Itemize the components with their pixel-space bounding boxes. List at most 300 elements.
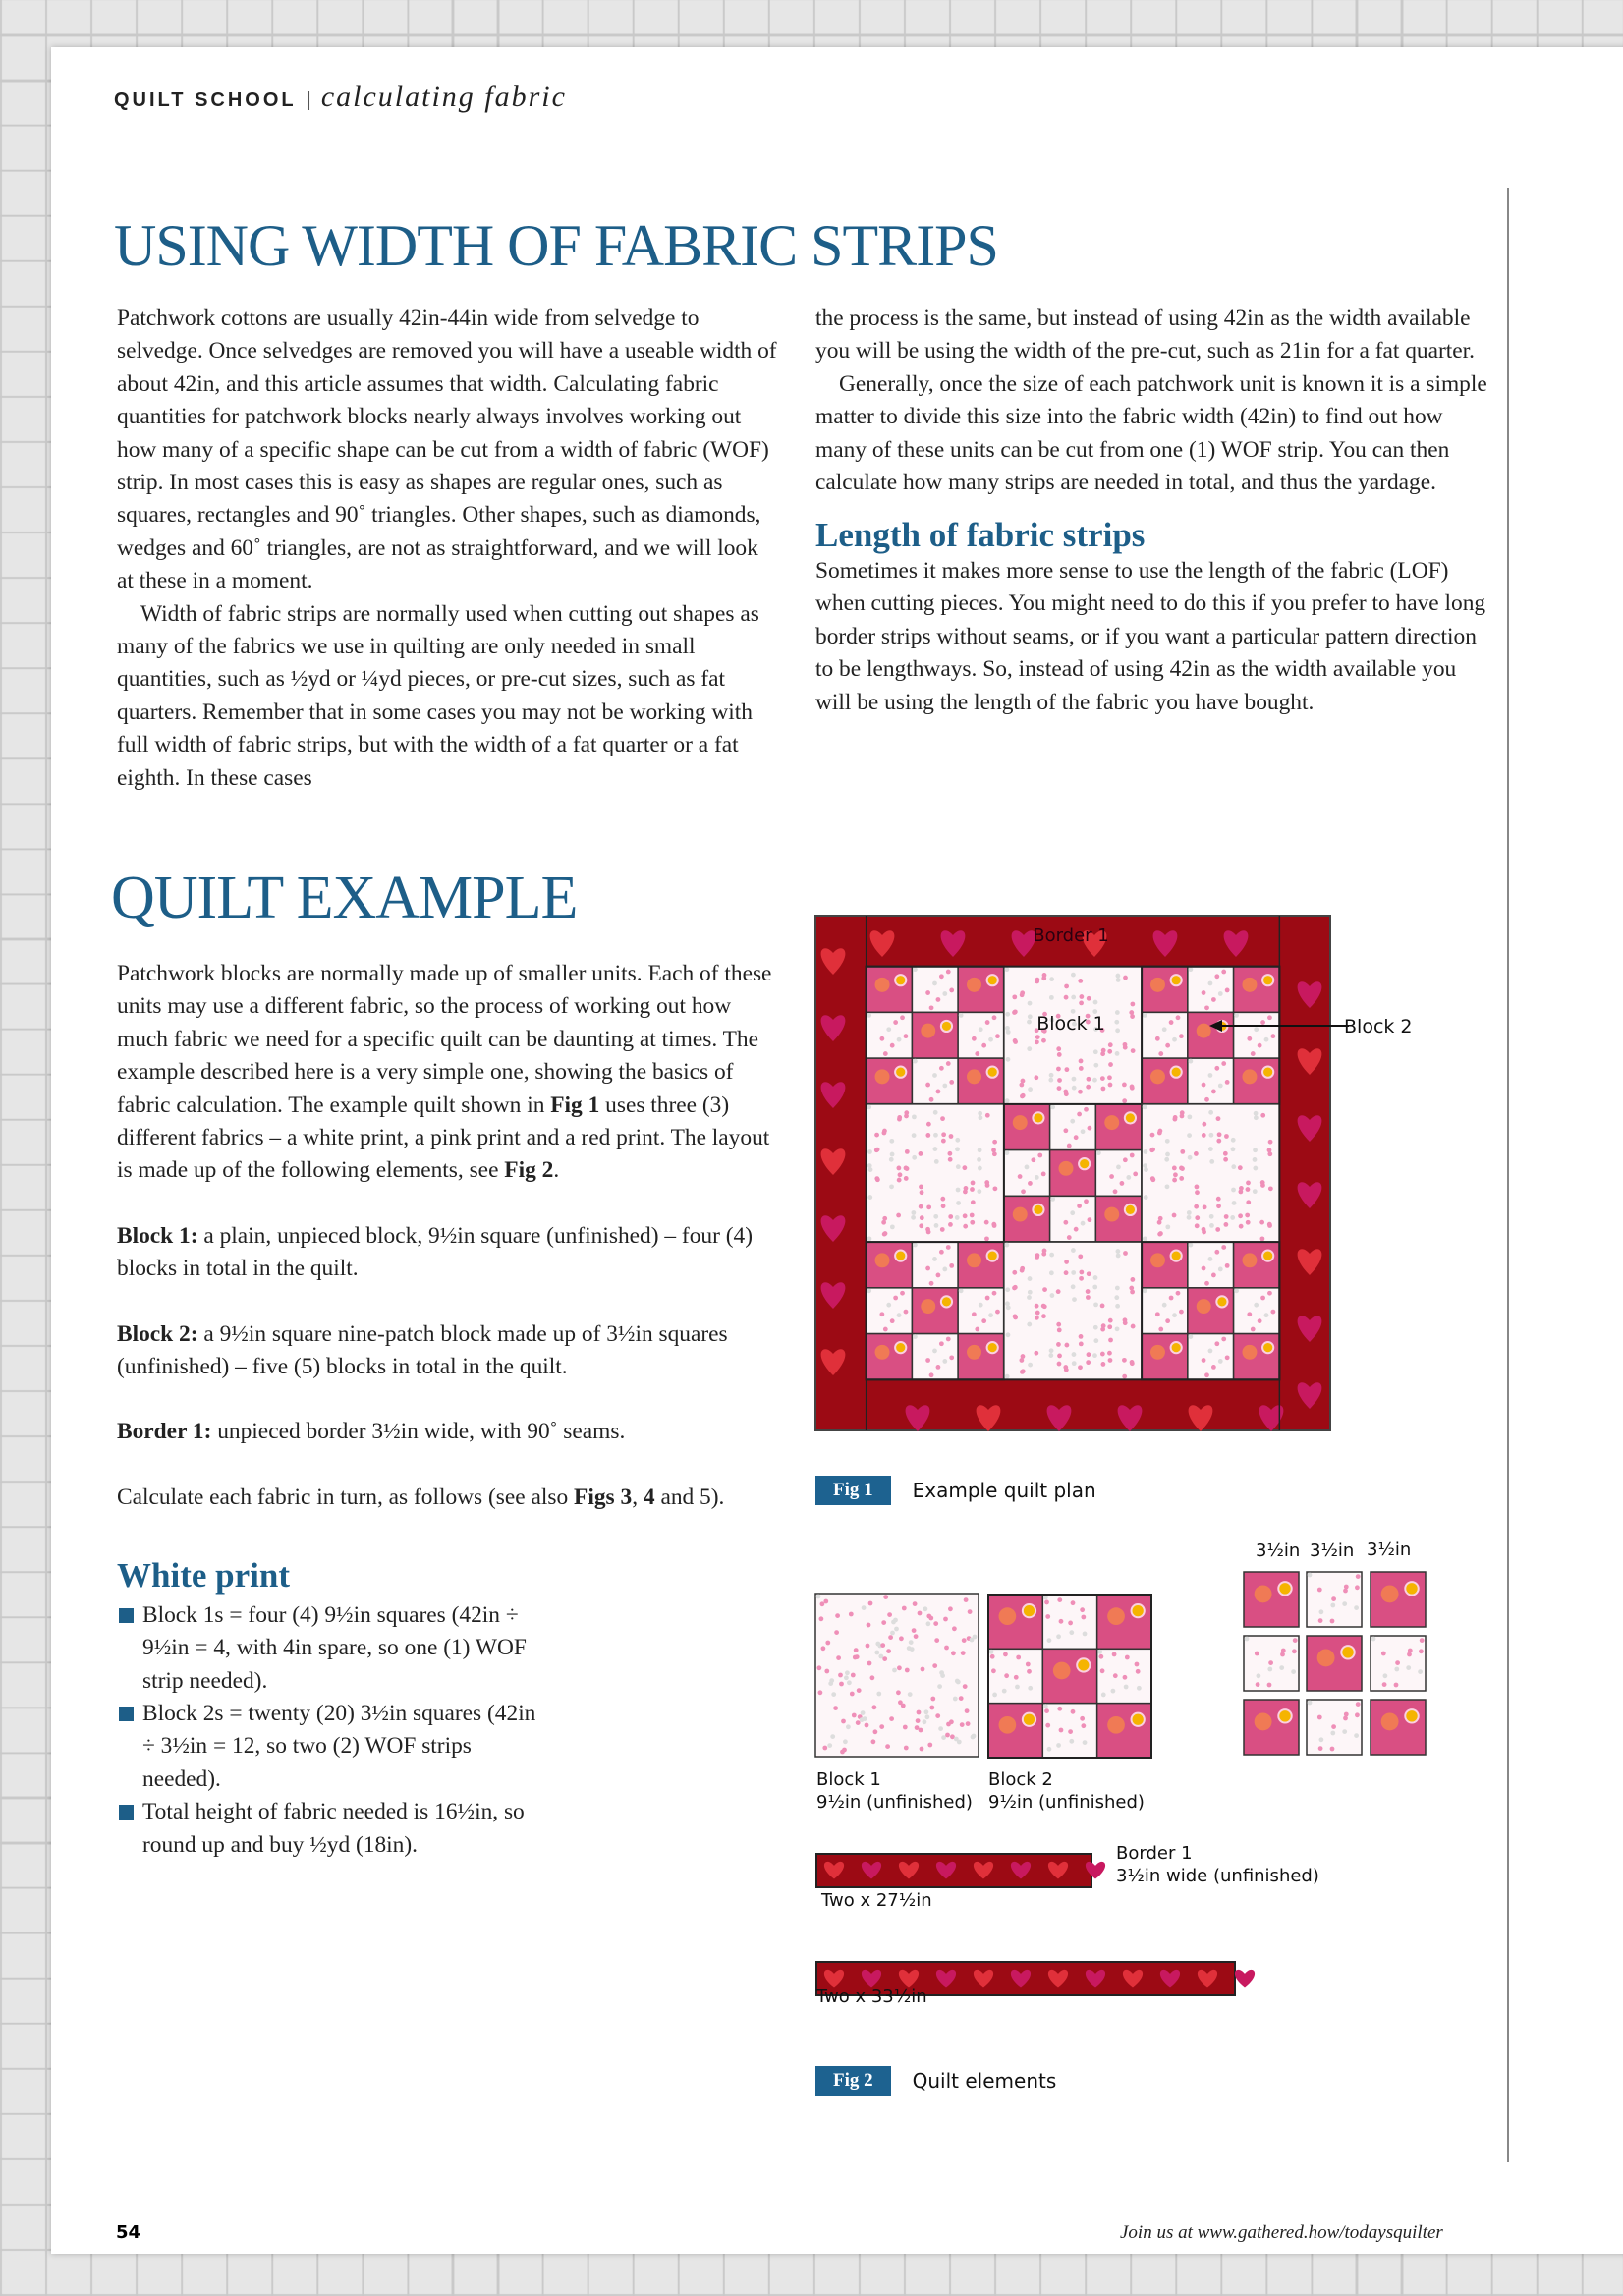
print-dot — [1035, 1175, 1039, 1180]
print-dot — [1041, 1171, 1046, 1176]
print-dot — [874, 1133, 879, 1138]
print-dot — [1211, 1090, 1216, 1094]
print-dot — [1258, 1318, 1262, 1323]
flower-icon — [1023, 1604, 1035, 1617]
print-dot — [1050, 1293, 1055, 1298]
print-dot — [846, 1724, 851, 1729]
print-dot — [1072, 1361, 1077, 1366]
print-dot — [1031, 1157, 1035, 1162]
fig-ref: 4 — [643, 1484, 655, 1510]
print-dot — [896, 1690, 901, 1695]
pink-print-square — [1142, 1242, 1188, 1288]
print-dot — [1083, 1632, 1088, 1637]
print-dot — [883, 1595, 888, 1599]
print-dot — [919, 1223, 923, 1228]
flower-icon — [895, 1251, 906, 1261]
print-dot — [988, 1313, 993, 1317]
print-dot — [1176, 1291, 1181, 1296]
flower-icon — [1381, 1585, 1399, 1602]
text: . — [553, 1157, 560, 1184]
print-dot — [984, 1220, 989, 1225]
print-dot — [949, 1263, 954, 1268]
print-dot — [1057, 1354, 1062, 1359]
print-dot — [1034, 1075, 1038, 1080]
print-dot — [1063, 1220, 1068, 1225]
list-item: Block 1s = four (4) 9½in squares (42in ÷ 9½in = 4, with 4in spare, so one (1) WOF strip needed). — [117, 1599, 549, 1698]
print-dot — [1344, 1585, 1349, 1590]
print-dot — [1122, 1358, 1127, 1363]
print-dot — [1253, 1157, 1258, 1162]
white-print-square — [867, 1104, 1004, 1242]
print-dot — [1042, 1249, 1047, 1254]
print-dot — [1256, 1682, 1260, 1687]
print-dot — [1005, 1287, 1010, 1292]
print-dot — [992, 1693, 997, 1698]
quilt-plan-figure — [813, 914, 1442, 1434]
print-dot — [1004, 1150, 1009, 1155]
print-dot — [1122, 1374, 1127, 1379]
print-dot — [1068, 1729, 1073, 1734]
print-dot — [891, 1620, 896, 1625]
print-dot — [936, 997, 941, 1002]
print-dot — [1188, 967, 1193, 972]
print-dot — [1179, 1310, 1184, 1315]
print-dot — [1035, 1039, 1039, 1044]
print-dot — [1267, 1667, 1272, 1672]
print-dot — [1260, 1113, 1265, 1118]
print-dot — [875, 1177, 880, 1182]
print-dot — [1308, 1573, 1313, 1578]
print-dot — [1158, 1051, 1163, 1056]
print-dot — [1246, 1187, 1251, 1192]
page-number: 54 — [116, 2222, 141, 2243]
border-label: Border 1 — [1033, 925, 1109, 946]
print-dot — [965, 1708, 970, 1713]
print-dot — [1080, 1716, 1085, 1721]
print-dot — [1419, 1649, 1424, 1653]
print-dot — [1247, 1312, 1252, 1316]
print-dot — [1209, 1223, 1214, 1228]
left-column-top — [117, 303, 777, 795]
print-dot — [903, 1725, 908, 1730]
print-dot — [1069, 1739, 1074, 1744]
print-dot — [968, 1609, 973, 1614]
flower-icon — [1033, 1112, 1043, 1123]
print-dot — [1081, 1221, 1086, 1226]
block1-paragraph — [117, 1220, 785, 1286]
print-dot — [959, 1288, 964, 1293]
pink-print-square — [1234, 1334, 1280, 1380]
print-dot — [904, 1034, 909, 1038]
flower-icon — [967, 978, 981, 992]
print-dot — [1035, 1304, 1039, 1309]
print-dot — [889, 1139, 894, 1144]
print-dot — [1041, 1314, 1046, 1318]
print-dot — [1115, 1304, 1120, 1309]
print-dot — [1204, 1372, 1209, 1377]
print-dot — [1279, 1665, 1284, 1670]
print-dot — [1027, 1020, 1032, 1025]
print-dot — [978, 1166, 982, 1171]
print-dot — [959, 1696, 964, 1701]
print-dot — [1268, 1140, 1273, 1145]
print-dot — [1208, 1257, 1213, 1261]
print-dot — [852, 1713, 857, 1718]
print-dot — [1270, 1034, 1275, 1038]
print-dot — [1084, 1107, 1089, 1112]
section-topic: calculating fabric — [320, 81, 567, 113]
print-dot — [897, 1313, 902, 1317]
print-dot — [942, 1267, 947, 1272]
print-dot — [1049, 1253, 1054, 1258]
print-dot — [1015, 1685, 1020, 1690]
print-dot — [867, 1163, 872, 1168]
print-dot — [1221, 1337, 1226, 1342]
print-dot — [1245, 1213, 1250, 1218]
print-dot — [1092, 1285, 1097, 1290]
print-dot — [1042, 973, 1047, 978]
print-dot — [878, 1654, 883, 1659]
print-dot — [925, 1714, 930, 1719]
print-dot — [1101, 1693, 1106, 1698]
print-dot — [1308, 1701, 1313, 1706]
print-dot — [1120, 1181, 1125, 1186]
print-dot — [1093, 1302, 1098, 1307]
pink-print-square — [1004, 1104, 1050, 1150]
print-dot — [912, 1628, 917, 1633]
flower-icon — [875, 1345, 890, 1360]
flower-icon — [1077, 1658, 1090, 1671]
print-dot — [856, 1720, 861, 1725]
print-dot — [1187, 1114, 1192, 1119]
pink-print-square — [1095, 1104, 1142, 1150]
print-dot — [1072, 1077, 1077, 1082]
fig-ref: Fig 1 — [550, 1092, 600, 1118]
print-dot — [1005, 1012, 1010, 1017]
flower-icon — [1150, 1253, 1165, 1267]
print-dot — [1047, 1747, 1052, 1752]
print-dot — [1079, 1334, 1084, 1339]
print-dot — [1071, 1600, 1076, 1605]
print-dot — [942, 991, 947, 996]
flower-icon — [941, 1296, 952, 1307]
print-dot — [1027, 1046, 1032, 1051]
print-dot — [1079, 1059, 1084, 1064]
pink-print-square — [867, 967, 913, 1013]
print-dot — [1260, 1183, 1265, 1188]
print-dot — [948, 1157, 953, 1162]
print-dot — [883, 1231, 888, 1236]
print-dot — [890, 1152, 895, 1157]
print-dot — [896, 1166, 901, 1171]
print-dot — [1418, 1669, 1423, 1674]
print-dot — [1057, 1597, 1062, 1602]
print-dot — [1093, 1049, 1098, 1054]
print-dot — [972, 1312, 977, 1316]
print-dot — [1224, 1134, 1229, 1139]
block2-name: Block 2 — [988, 1769, 1053, 1790]
print-dot — [927, 1743, 932, 1748]
print-dot — [1111, 1689, 1116, 1694]
print-dot — [1408, 1649, 1413, 1653]
print-dot — [1043, 1596, 1048, 1600]
print-dot — [1044, 1708, 1049, 1713]
print-dot — [913, 1059, 918, 1064]
print-dot — [992, 1015, 997, 1020]
print-dot — [979, 1303, 983, 1308]
print-dot — [932, 1257, 937, 1261]
flower-icon — [875, 1069, 890, 1084]
print-dot — [1195, 1223, 1200, 1228]
print-dot — [929, 1005, 934, 1010]
print-dot — [1079, 1270, 1084, 1275]
fig1-caption — [815, 1476, 1096, 1505]
print-dot — [955, 1215, 960, 1220]
print-dot — [1217, 1132, 1222, 1137]
column-rule — [1507, 188, 1509, 2162]
print-dot — [1342, 1601, 1347, 1606]
white-print-heading: White print — [117, 1556, 290, 1596]
print-dot — [1180, 1149, 1185, 1154]
print-dot — [1395, 1660, 1400, 1665]
print-dot — [919, 1728, 923, 1733]
print-dot — [1188, 1243, 1193, 1248]
print-dot — [1057, 1086, 1062, 1091]
print-dot — [1179, 1034, 1184, 1038]
print-dot — [827, 1743, 832, 1748]
print-dot — [1056, 1342, 1061, 1347]
print-dot — [964, 1186, 969, 1191]
print-dot — [1025, 1165, 1030, 1170]
print-dot — [874, 1651, 879, 1655]
print-dot — [985, 1183, 990, 1188]
print-dot — [1049, 995, 1054, 1000]
print-dot — [923, 1719, 927, 1724]
print-dot — [948, 1214, 953, 1219]
print-dot — [1115, 1051, 1120, 1056]
print-dot — [929, 1706, 934, 1710]
print-dot — [1143, 1288, 1147, 1293]
print-dot — [1187, 1133, 1192, 1138]
print-dot — [1195, 1215, 1200, 1220]
print-dot — [1083, 1740, 1088, 1745]
print-dot — [1150, 1177, 1155, 1182]
print-dot — [971, 1181, 976, 1186]
print-dot — [1064, 1368, 1069, 1372]
print-dot — [1381, 1652, 1386, 1656]
print-dot — [1021, 1369, 1026, 1373]
print-dot — [1254, 1027, 1259, 1032]
print-dot — [942, 1359, 947, 1364]
print-dot — [941, 1132, 946, 1137]
print-dot — [1267, 1291, 1272, 1296]
print-dot — [1086, 1289, 1091, 1294]
print-dot — [882, 1129, 887, 1134]
print-dot — [847, 1680, 852, 1685]
flower-icon — [1132, 1713, 1145, 1726]
print-dot — [1144, 1195, 1148, 1200]
print-dot — [995, 1310, 1000, 1315]
print-dot — [871, 1739, 876, 1744]
print-dot — [926, 1204, 931, 1209]
print-dot — [1216, 1116, 1221, 1121]
print-dot — [1101, 1048, 1106, 1053]
print-dot — [949, 988, 954, 993]
flower-icon — [1013, 1115, 1028, 1130]
print-dot — [889, 1716, 894, 1721]
print-dot — [933, 1133, 938, 1138]
square-size-label: 3½in — [1256, 1540, 1301, 1561]
print-dot — [1071, 1284, 1076, 1289]
print-dot — [1071, 1709, 1076, 1714]
print-dot — [1002, 1689, 1007, 1694]
print-dot — [952, 1626, 957, 1631]
print-dot — [1239, 1186, 1244, 1191]
print-dot — [1067, 1235, 1072, 1240]
print-dot — [840, 1750, 845, 1755]
print-dot — [1317, 1588, 1322, 1593]
print-dot — [940, 1227, 945, 1232]
print-dot — [1165, 1318, 1170, 1323]
print-dot — [816, 1595, 821, 1599]
print-dot — [1012, 994, 1017, 999]
print-dot — [960, 1722, 965, 1727]
print-dot — [1165, 1043, 1170, 1048]
print-dot — [1270, 1310, 1275, 1315]
white-print-square — [1004, 967, 1142, 1104]
print-dot — [1202, 1083, 1206, 1088]
print-dot — [1251, 1327, 1256, 1332]
print-dot — [857, 1688, 862, 1693]
print-dot — [1079, 1066, 1084, 1071]
print-dot — [867, 1104, 871, 1109]
print-dot — [1092, 1353, 1097, 1358]
print-dot — [1044, 1600, 1049, 1605]
print-dot — [1169, 1020, 1174, 1025]
print-dot — [962, 1165, 967, 1170]
print-dot — [1202, 990, 1206, 995]
print-dot — [1202, 1133, 1206, 1138]
print-dot — [914, 1634, 919, 1639]
print-dot — [1259, 1220, 1264, 1225]
print-dot — [1013, 1316, 1018, 1320]
print-dot — [1114, 1295, 1119, 1300]
print-dot — [831, 1692, 836, 1697]
print-dot — [956, 1201, 961, 1205]
print-dot — [970, 1220, 975, 1225]
print-dot — [1267, 1151, 1272, 1156]
print-dot — [1165, 1139, 1170, 1144]
print-dot — [870, 1675, 875, 1680]
print-dot — [1021, 1354, 1026, 1359]
print-dot — [1021, 1093, 1026, 1098]
print-dot — [1067, 1144, 1072, 1148]
print-dot — [953, 1697, 958, 1702]
print-dot — [979, 1027, 983, 1032]
print-dot — [898, 1172, 903, 1177]
flower-icon — [1171, 1342, 1182, 1353]
length-heading: Length of fabric strips — [815, 516, 1146, 555]
print-dot — [925, 1133, 930, 1138]
print-dot — [823, 1599, 828, 1604]
print-dot — [946, 1245, 951, 1250]
print-dot — [1135, 1662, 1140, 1667]
print-dot — [1049, 977, 1054, 981]
print-dot — [911, 1210, 916, 1215]
print-dot — [1107, 1049, 1112, 1054]
print-dot — [1143, 1236, 1147, 1241]
print-dot — [1074, 1135, 1079, 1140]
print-dot — [1027, 1295, 1032, 1300]
print-dot — [940, 1116, 945, 1121]
list-item: Block 2s = twenty (20) 3½in squares (42in ÷ 3½in = 12, so two (2) WOF strips needed). — [117, 1698, 549, 1796]
print-dot — [1331, 1596, 1336, 1601]
print-dot — [1070, 1210, 1075, 1215]
print-dot — [1143, 1013, 1147, 1018]
print-dot — [1343, 1589, 1348, 1594]
print-dot — [1293, 1638, 1298, 1643]
flower-icon — [1278, 1709, 1291, 1722]
print-dot — [949, 1355, 954, 1360]
print-dot — [844, 1675, 849, 1680]
print-dot — [1081, 1615, 1086, 1620]
print-dot — [1048, 1353, 1053, 1358]
print-dot — [861, 1710, 866, 1715]
print-dot — [942, 1084, 947, 1089]
print-dot — [1113, 1673, 1118, 1678]
flower-icon — [1405, 1709, 1418, 1722]
print-dot — [1070, 1119, 1075, 1124]
print-dot — [1116, 1254, 1121, 1259]
print-dot — [1253, 1189, 1258, 1194]
flower-icon — [1317, 1649, 1335, 1666]
print-dot — [1093, 1275, 1098, 1280]
print-dot — [1356, 1702, 1361, 1707]
print-dot — [1246, 1200, 1251, 1204]
print-dot — [900, 1015, 905, 1020]
print-dot — [992, 1291, 997, 1296]
fig2-tag: Fig 2 — [815, 2066, 891, 2096]
print-dot — [1211, 1273, 1216, 1278]
print-dot — [1202, 1358, 1206, 1363]
print-dot — [1165, 1152, 1170, 1157]
print-dot — [954, 1737, 959, 1742]
print-dot — [1087, 996, 1091, 1001]
footer-url[interactable]: Join us at www.gathered.how/todaysquilter — [1120, 2222, 1443, 2243]
print-dot — [947, 1151, 952, 1156]
flower-icon — [941, 1021, 952, 1032]
print-dot — [1101, 1323, 1106, 1328]
print-dot — [1064, 1092, 1069, 1096]
white-print-list — [117, 1599, 549, 1862]
print-dot — [1013, 1039, 1018, 1044]
label: Block 2: — [117, 1320, 198, 1347]
print-dot — [1188, 1334, 1193, 1339]
print-dot — [1211, 1365, 1216, 1370]
print-dot — [1267, 1015, 1272, 1020]
flower-icon — [1125, 1112, 1136, 1123]
flower-icon — [967, 1253, 981, 1267]
print-dot — [890, 1631, 895, 1636]
text: a plain, unpieced block, 9½in square (unfinished) – four (4) blocks in total in the quilt. — [117, 1222, 753, 1282]
quilt-elements-figure — [813, 1533, 1442, 2024]
print-dot — [1115, 1028, 1120, 1033]
strip1-label: Two x 27½in — [821, 1890, 932, 1911]
print-dot — [1056, 1067, 1061, 1072]
print-dot — [1331, 1724, 1336, 1729]
print-dot — [991, 1668, 996, 1673]
print-dot — [1221, 1061, 1226, 1066]
